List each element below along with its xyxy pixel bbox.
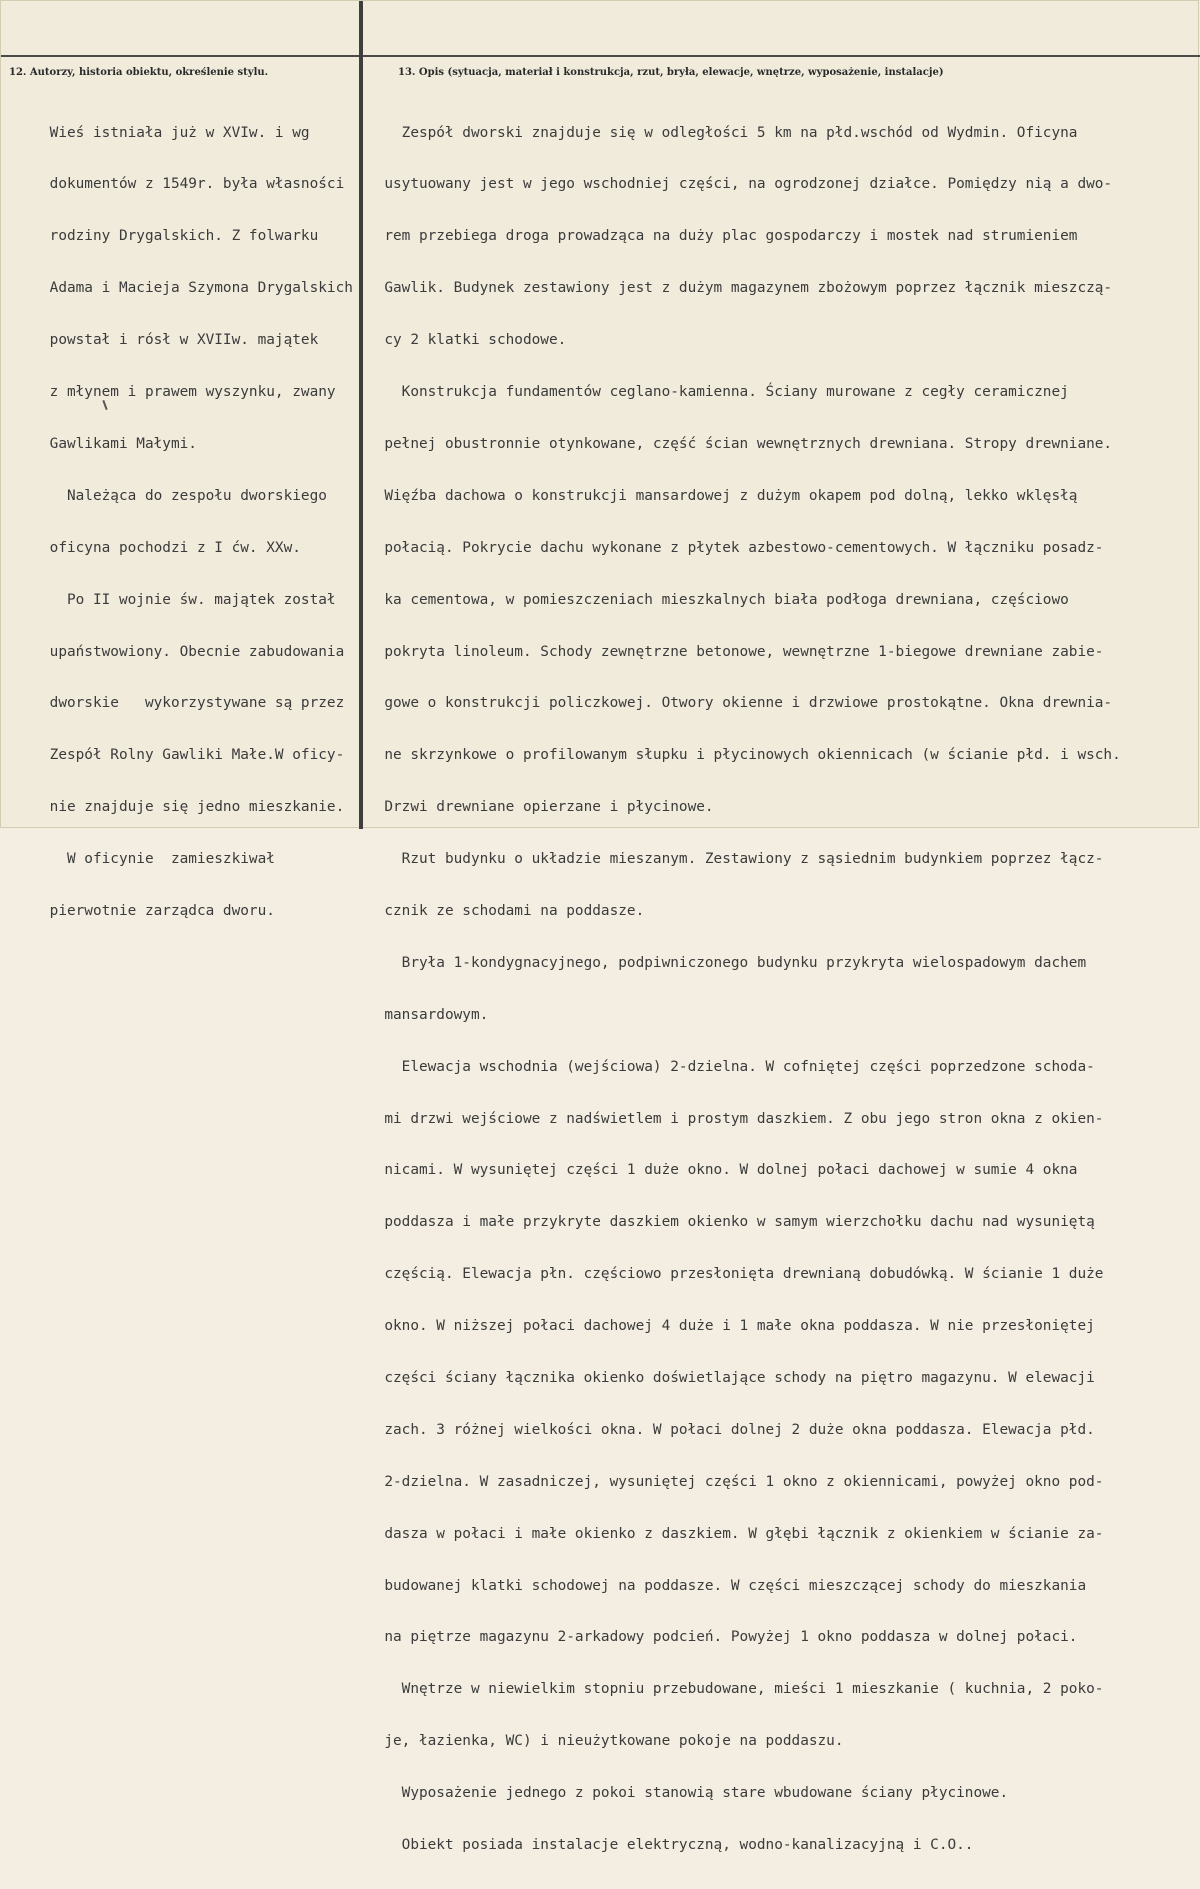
text-line: okno. W niższej połaci dachowej 4 duże i 1 małe okna poddasza. W nie przesłoniętej [367,1318,1095,1335]
text-line: Wyposażenie jednego z pokoi stanowią stare wbudowane ściany płycinowe. [367,1785,1009,1802]
text-line: Gawlik. Budynek zestawiony jest z dużym magazynem zbożowym poprzez łącznik mieszczą- [367,280,1113,297]
text-line: nicami. W wysuniętej części 1 duże okno. W dolnej połaci dachowej w sumie 4 okna [367,1162,1078,1179]
header-divider-line [1,55,1200,57]
text-line: połacią. Pokrycie dachu wykonane z płytek azbestowo-cementowych. W łączniku posadz- [367,539,1104,556]
text-line: mansardowym. [367,1006,489,1023]
text-line: dworskie wykorzystywane są przez [15,695,345,712]
text-line: je, łazienka, WC) i nieużytkowane pokoje na poddaszu. [367,1733,844,1750]
text-line: Wieś istniała już w XVIw. i wg [15,124,310,141]
text-line: Więźba dachowa o konstrukcji mansardowej z dużym okapem pod dolną, lekko wklęsłą [367,487,1078,504]
section-12-heading: 12. Autorzy, historia obiektu, określenie stylu. [9,67,269,78]
column-divider-line [359,1,363,829]
text-line: rodziny Drygalskich. Z folwarku [15,228,319,245]
section-13-text [367,90,1195,1889]
text-line: budowanej klatki schodowej na poddasze. W części mieszczącej schody do mieszkania [367,1577,1087,1594]
text-line: pierwotnie zarządca dworu. [15,902,275,919]
text-line: Rzut budynku o układzie mieszanym. Zestawiony z sąsiednim budynkiem poprzez łącz- [367,851,1104,868]
text-line: zach. 3 różnej wielkości okna. W połaci dolnej 2 duże okna poddasza. Elewacja płd. [367,1421,1095,1438]
text-line: nie znajduje się jedno mieszkanie. [15,799,345,816]
text-line: rem przebiega droga prowadząca na duży plac gospodarczy i mostek nad strumieniem [367,228,1078,245]
text-line: Obiekt posiada instalacje elektryczną, wodno-kanalizacyjną i C.O.. [367,1836,974,1853]
text-line: mi drzwi wejściowe z nadświetlem i prostym daszkiem. Z obu jego stron okna z okien- [367,1110,1104,1127]
text-line: Zespół dworski znajduje się w odległości 5 km na płd.wschód od Wydmin. Oficyna [367,124,1078,141]
text-line: dasza w połaci i małe okienko z daszkiem. W głębi łącznik z okienkiem w ścianie za- [367,1525,1104,1542]
section-12-text [15,90,359,955]
text-line: dokumentów z 1549r. była własności [15,176,345,193]
text-line: Elewacja wschodnia (wejściowa) 2-dzielna. W cofniętej części poprzedzone schoda- [367,1058,1095,1075]
text-line: częścią. Elewacja płn. częściowo przesłonięta drewnianą dobudówką. W ścianie 1 duże [367,1266,1104,1283]
text-line: Gawlikami Małymi. [15,435,197,452]
text-line: Drzwi drewniane opierzane i płycinowe. [367,799,714,816]
text-line: pełnej obustronnie otynkowane, część ścian wewnętrznych drewniana. Stropy drewniane. [367,435,1113,452]
section-13-heading: 13. Opis (sytuacja, materiał i konstrukcja, rzut, bryła, elewacje, wnętrze, wyposażenie, instalacje) [398,67,944,78]
text-line: ne skrzynkowe o profilowanym słupku i płycinowych okiennicach (w ścianie płd. i wsch. [367,747,1121,764]
text-line: Konstrukcja fundamentów ceglano-kamienna. Ściany murowane z cegły ceramicznej [367,384,1069,401]
text-line: części ściany łącznika okienko doświetlające schody na piętro magazynu. W elewacji [367,1369,1095,1386]
text-line: Zespół Rolny Gawliki Małe.W oficy- [15,747,345,764]
text-line: na piętrze magazynu 2-arkadowy podcień. Powyżej 1 okno poddasza w dolnej połaci. [367,1629,1078,1646]
text-line: Wnętrze w niewielkim stopniu przebudowane, mieści 1 mieszkanie ( kuchnia, 2 poko- [367,1681,1104,1698]
text-line: pokryta linoleum. Schody zewnętrzne betonowe, wewnętrzne 1-biegowe drewniane zabie- [367,643,1104,660]
text-line: powstał i rósł w XVIIw. majątek [15,332,319,349]
text-line: Należąca do zespołu dworskiego [15,487,327,504]
text-line: gowe o konstrukcji policzkowej. Otwory okienne i drzwiowe prostokątne. Okna drewnia- [367,695,1113,712]
text-line: upaństwowiony. Obecnie zabudowania [15,643,345,660]
text-line: poddasza i małe przykryte daszkiem okienko w samym wierzchołku dachu nad wysuniętą [367,1214,1095,1231]
text-line: usytuowany jest w jego wschodniej części, na ogrodzonej działce. Pomiędzy nią a dwo- [367,176,1113,193]
text-line: cy 2 klatki schodowe. [367,332,567,349]
text-line: 2-dzielna. W zasadniczej, wysuniętej części 1 okno z okiennicami, powyżej okno pod- [367,1473,1104,1490]
text-line: z młynem i prawem wyszynku, zwany [15,384,336,401]
text-line: ka cementowa, w pomieszczeniach mieszkalnych biała podłoga drewniana, częściowo [367,591,1069,608]
text-line: W oficynie zamieszkiwał [15,851,275,868]
text-line: Adama i Macieja Szymona Drygalskich [15,280,353,297]
text-line: cznik ze schodami na poddasze. [367,902,645,919]
text-line: Bryła 1-kondygnacyjnego, podpiwniczonego budynku przykryta wielospadowym dachem [367,954,1087,971]
text-line: oficyna pochodzi z I ćw. XXw. [15,539,301,556]
text-line: Po II wojnie św. majątek został [15,591,336,608]
